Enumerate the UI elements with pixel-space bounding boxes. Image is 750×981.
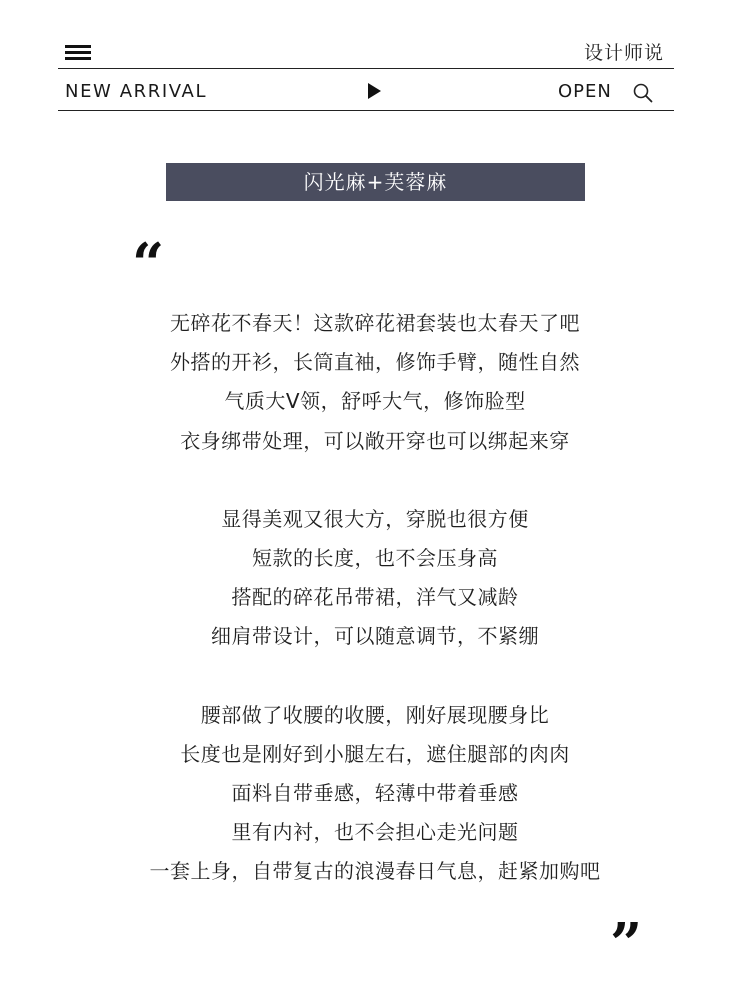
section-banner: 闪光麻+芙蓉麻 [166,163,585,201]
text-line: 里有内衬，也不会担心走光问题 [231,820,519,845]
menu-icon[interactable] [65,45,91,61]
text-line: 显得美观又很大方，穿脱也很方便 [221,506,529,531]
search-icon[interactable] [632,82,654,104]
menu-icon-bar [65,57,91,60]
menu-icon-bar [65,51,91,54]
close-quote-mark: ” [610,911,643,977]
designer-title: 设计师说 [583,42,664,64]
paragraph [0,304,750,461]
play-icon[interactable] [368,83,381,99]
text-line: 衣身绑带处理，可以敞开穿也可以绑起来穿 [180,428,570,453]
paragraph [0,696,750,892]
text-line: 无碎花不春天！这款碎花裙套装也太春天了吧 [170,311,580,335]
header [58,32,674,112]
text-line: 腰部做了收腰的收腰，刚好展现腰身比 [200,702,550,727]
paragraph [0,500,750,657]
text-line: 气质大V领，舒呼大气，修饰脸型 [224,389,526,414]
open-quote-mark: “ [132,231,165,297]
text-line: 长度也是刚好到小腿左右，遮住腿部的肉肉 [180,741,570,766]
open-button[interactable]: OPEN [558,81,612,102]
header-divider-top [58,68,674,69]
text-line: 外搭的开衫，长筒直袖，修饰手臂，随性自然 [170,350,580,375]
header-divider-bottom [58,110,674,111]
text-line: 短款的长度，也不会压身高 [252,545,498,570]
new-arrival-label[interactable]: NEW ARRIVAL [65,81,208,102]
text-line: 细肩带设计，可以随意调节，不紧绷 [211,624,539,649]
menu-icon-bar [65,45,91,48]
text-line: 面料自带垂感，轻薄中带着垂感 [231,780,519,805]
description-text [0,304,750,891]
text-line: 搭配的碎花吊带裙，洋气又减龄 [231,585,519,610]
text-line: 一套上身，自带复古的浪漫春日气息，赶紧加购吧 [149,859,601,884]
